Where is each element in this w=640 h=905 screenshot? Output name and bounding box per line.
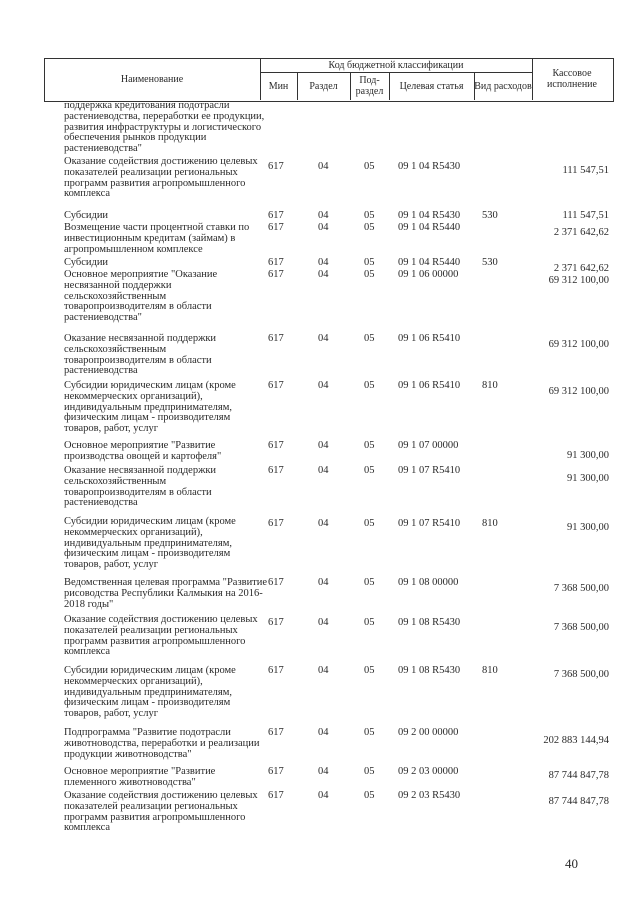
row-tselevaya: 09 1 08 00000 xyxy=(398,577,459,588)
row-min: 617 xyxy=(268,380,284,391)
row-name: Оказание содействия достижению целевых показателей реализации региональных программ развития агропромышленного комплекса xyxy=(64,156,258,200)
row-tselevaya: 09 2 03 R5430 xyxy=(398,790,461,801)
row-podrazdel: 05 xyxy=(364,161,375,172)
row-min: 617 xyxy=(268,257,284,268)
row-sum: 7 368 500,00 xyxy=(553,583,609,594)
row-sum: 69 312 100,00 xyxy=(548,386,609,397)
row-min: 617 xyxy=(268,617,284,628)
row-razdel: 04 xyxy=(318,766,329,777)
row-min: 617 xyxy=(268,790,284,801)
row-name: поддержка кредитования подотрасли растениеводства, переработки ее продукции, развития инфраструктуры и логистического обеспечения рынков продукции растениеводства" xyxy=(64,100,265,155)
row-razdel: 04 xyxy=(318,577,329,588)
row-min: 617 xyxy=(268,222,284,233)
row-podrazdel: 05 xyxy=(364,210,375,221)
row-podrazdel: 05 xyxy=(364,269,375,280)
row-tselevaya: 09 1 07 00000 xyxy=(398,440,459,451)
row-vid: 530 xyxy=(482,210,498,221)
header-podrazdel: Под-раздел xyxy=(355,75,384,97)
row-name: Оказание содействия достижению целевых показателей реализации региональных программ развития агропромышленного комплекса xyxy=(64,790,258,834)
row-vid: 810 xyxy=(482,518,498,529)
row-min: 617 xyxy=(268,440,284,451)
row-razdel: 04 xyxy=(318,465,329,476)
row-podrazdel: 05 xyxy=(364,727,375,738)
row-min: 617 xyxy=(268,269,284,280)
row-min: 617 xyxy=(268,333,284,344)
row-tselevaya: 09 1 04 R5440 xyxy=(398,257,461,268)
row-podrazdel: 05 xyxy=(364,617,375,628)
row-min: 617 xyxy=(268,577,284,588)
row-tselevaya: 09 2 00 00000 xyxy=(398,727,459,738)
row-tselevaya: 09 1 08 R5430 xyxy=(398,665,461,676)
row-tselevaya: 09 1 07 R5410 xyxy=(398,518,461,529)
row-podrazdel: 05 xyxy=(364,518,375,529)
row-razdel: 04 xyxy=(318,222,329,233)
row-razdel: 04 xyxy=(318,257,329,268)
row-tselevaya: 09 1 08 R5430 xyxy=(398,617,461,628)
row-name: Субсидии xyxy=(64,257,109,268)
row-podrazdel: 05 xyxy=(364,333,375,344)
row-razdel: 04 xyxy=(318,727,329,738)
row-vid: 810 xyxy=(482,665,498,676)
row-razdel: 04 xyxy=(318,380,329,391)
row-min: 617 xyxy=(268,727,284,738)
row-name: Основное мероприятие "Развитие производства овощей и картофеля" xyxy=(64,440,222,462)
header-razdel: Раздел xyxy=(309,80,338,92)
row-name: Оказание содействия достижению целевых показателей реализации региональных программ развития агропромышленного комплекса xyxy=(64,614,258,658)
row-tselevaya: 09 2 03 00000 xyxy=(398,766,459,777)
row-sum: 87 744 847,78 xyxy=(548,796,609,807)
row-sum: 2 371 642,62 xyxy=(553,227,609,238)
header-name: Наименование xyxy=(120,73,184,85)
row-sum: 2 371 642,62 xyxy=(553,263,609,274)
row-tselevaya: 09 1 04 R5430 xyxy=(398,210,461,221)
header-min: Мин xyxy=(268,80,289,92)
row-min: 617 xyxy=(268,766,284,777)
row-name: Основное мероприятие "Развитие племенного животноводства" xyxy=(64,766,216,788)
row-name: Субсидии юридическим лицам (кроме некоммерческих организаций), индивидуальным предпринимателям, физическим лицам - производителям товаров, работ, услуг xyxy=(64,380,236,435)
row-name: Ведомственная целевая программа "Развитие рисоводства Республики Калмыкия на 2016-2018 годы" xyxy=(64,577,268,610)
row-sum: 7 368 500,00 xyxy=(553,622,609,633)
row-sum: 69 312 100,00 xyxy=(548,275,609,286)
row-sum: 91 300,00 xyxy=(567,522,609,533)
row-sum: 91 300,00 xyxy=(567,450,609,461)
row-sum: 91 300,00 xyxy=(567,473,609,484)
row-podrazdel: 05 xyxy=(364,222,375,233)
row-name: Подпрограмма "Развитие подотрасли животноводства, переработки и реализации продукции животноводства" xyxy=(64,727,260,760)
row-podrazdel: 05 xyxy=(364,257,375,268)
row-razdel: 04 xyxy=(318,790,329,801)
row-vid: 810 xyxy=(482,380,498,391)
row-min: 617 xyxy=(268,465,284,476)
row-name: Оказание несвязанной поддержки сельскохозяйственным товаропроизводителям в области растениеводства xyxy=(64,333,217,377)
row-podrazdel: 05 xyxy=(364,790,375,801)
row-sum: 202 883 144,94 xyxy=(543,735,609,746)
row-name: Субсидии xyxy=(64,210,109,221)
row-sum: 87 744 847,78 xyxy=(548,770,609,781)
row-podrazdel: 05 xyxy=(364,380,375,391)
row-sum: 69 312 100,00 xyxy=(548,339,609,350)
header-tselevaya: Целевая статья xyxy=(399,80,464,92)
row-name: Основное мероприятие "Оказание несвязанной поддержки сельскохозяйственным товаропроизводителям в области растениеводства" xyxy=(64,269,218,324)
page-number: 40 xyxy=(565,856,578,871)
row-min: 617 xyxy=(268,161,284,172)
row-podrazdel: 05 xyxy=(364,665,375,676)
row-tselevaya: 09 1 06 R5410 xyxy=(398,380,461,391)
row-min: 617 xyxy=(268,518,284,529)
header-code-group: Код бюджетной классификации xyxy=(328,59,464,71)
row-razdel: 04 xyxy=(318,518,329,529)
row-name: Субсидии юридическим лицам (кроме некоммерческих организаций), индивидуальным предпринимателям, физическим лицам - производителям товаров, работ, услуг xyxy=(64,665,236,720)
row-sum: 7 368 500,00 xyxy=(553,669,609,680)
row-tselevaya: 09 1 07 R5410 xyxy=(398,465,461,476)
row-razdel: 04 xyxy=(318,333,329,344)
row-tselevaya: 09 1 04 R5430 xyxy=(398,161,461,172)
row-tselevaya: 09 1 04 R5440 xyxy=(398,222,461,233)
row-razdel: 04 xyxy=(318,161,329,172)
row-name: Возмещение части процентной ставки по инвестиционным кредитам (займам) в агропромышленном комплексе xyxy=(64,222,250,255)
row-sum: 111 547,51 xyxy=(562,165,609,176)
row-min: 617 xyxy=(268,210,284,221)
row-sum: 111 547,51 xyxy=(562,210,609,221)
row-tselevaya: 09 1 06 R5410 xyxy=(398,333,461,344)
row-podrazdel: 05 xyxy=(364,465,375,476)
row-vid: 530 xyxy=(482,257,498,268)
row-razdel: 04 xyxy=(318,269,329,280)
row-min: 617 xyxy=(268,665,284,676)
row-name: Оказание несвязанной поддержки сельскохозяйственным товаропроизводителям в области растениеводства xyxy=(64,465,217,509)
row-razdel: 04 xyxy=(318,617,329,628)
row-razdel: 04 xyxy=(318,210,329,221)
row-razdel: 04 xyxy=(318,440,329,451)
row-name: Субсидии юридическим лицам (кроме некоммерческих организаций), индивидуальным предпринимателям, физическим лицам - производителям товаров, работ, услуг xyxy=(64,516,236,571)
header-kassovoe: Кассовое исполнение xyxy=(547,68,597,90)
header-vid: Вид расходов xyxy=(474,80,532,92)
row-podrazdel: 05 xyxy=(364,766,375,777)
row-podrazdel: 05 xyxy=(364,577,375,588)
row-podrazdel: 05 xyxy=(364,440,375,451)
row-razdel: 04 xyxy=(318,665,329,676)
row-tselevaya: 09 1 06 00000 xyxy=(398,269,459,280)
